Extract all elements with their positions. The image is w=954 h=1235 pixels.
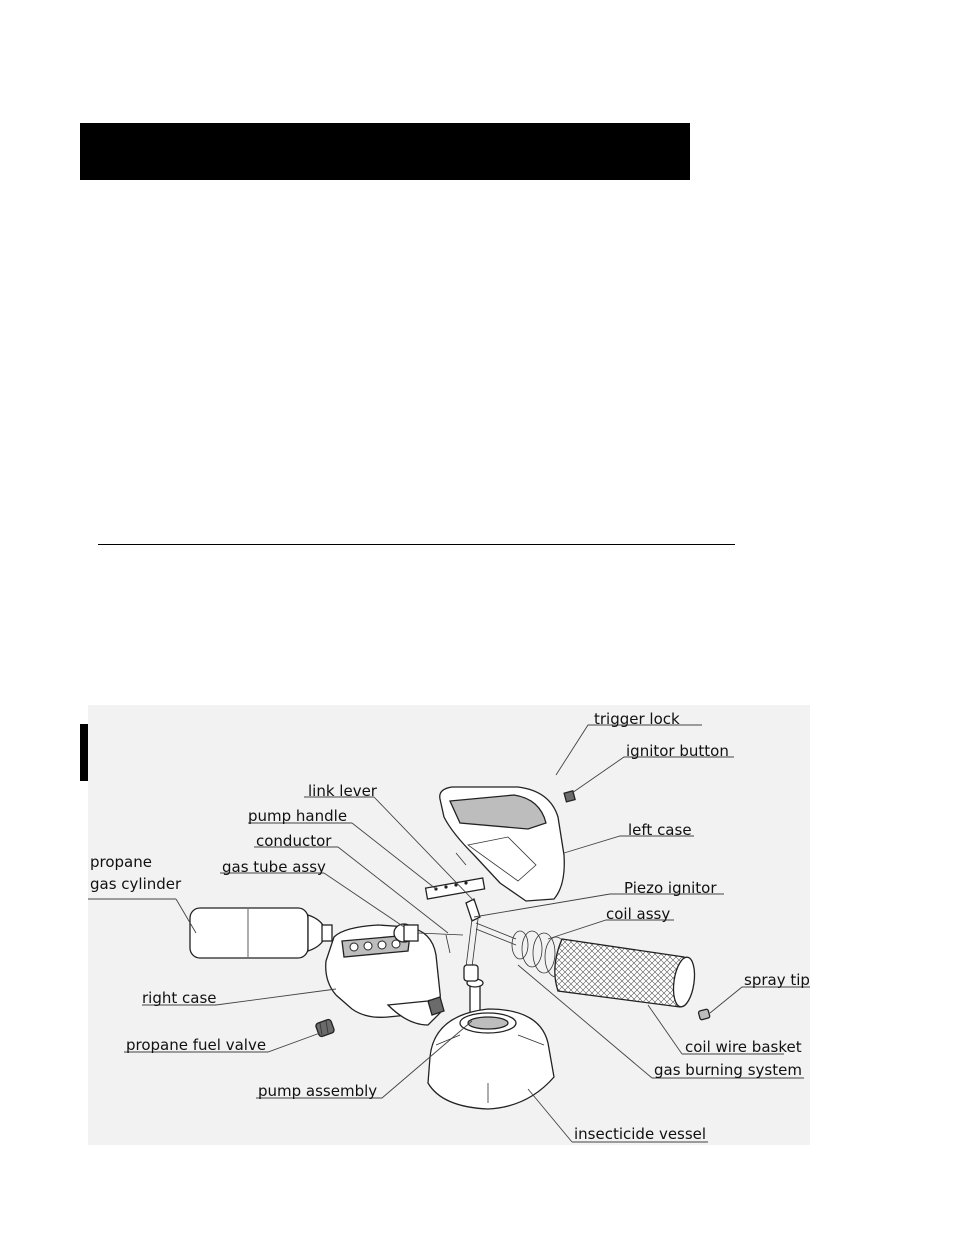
label-gas-tube-assy: gas tube assy: [222, 858, 326, 876]
label-conductor: conductor: [256, 832, 332, 850]
right-case-part: [326, 925, 444, 1025]
label-propane-line2: gas cylinder: [90, 875, 182, 893]
label-link-lever: link lever: [308, 782, 377, 800]
label-right-case: right case: [142, 989, 217, 1007]
label-propane-line1: propane: [90, 853, 152, 871]
label-ignitor-button: ignitor button: [626, 742, 729, 760]
exploded-parts-diagram: [88, 705, 810, 1145]
propane-fuel-valve-part: [315, 1019, 335, 1038]
label-pump-assembly: pump assembly: [258, 1082, 378, 1100]
label-pump-handle: pump handle: [248, 807, 348, 825]
spray-tip-part: [698, 1009, 710, 1020]
label-trigger-lock: trigger lock: [594, 710, 680, 728]
label-coil-assy: coil assy: [606, 905, 671, 923]
label-piezo-ignitor: Piezo ignitor: [624, 879, 717, 897]
label-left-case: left case: [628, 821, 692, 839]
link-lever-part: [466, 899, 480, 967]
parts-diagram-svg: [88, 705, 810, 1145]
section-header-bar: [80, 123, 690, 180]
horizontal-rule: [98, 544, 735, 545]
propane-gas-cylinder-part: [190, 908, 332, 958]
label-gas-burning-system: gas burning system: [654, 1061, 802, 1079]
label-coil-wire-basket: coil wire basket: [685, 1038, 802, 1056]
label-propane-fuel-valve: propane fuel valve: [126, 1036, 267, 1054]
coil-assy-part: [476, 923, 567, 977]
insecticide-vessel-part: [428, 1009, 554, 1109]
coil-wire-basket-part: [555, 939, 698, 1008]
label-spray-tip: spray tip: [744, 971, 810, 989]
label-insecticide-vessel: insecticide vessel: [574, 1125, 707, 1143]
